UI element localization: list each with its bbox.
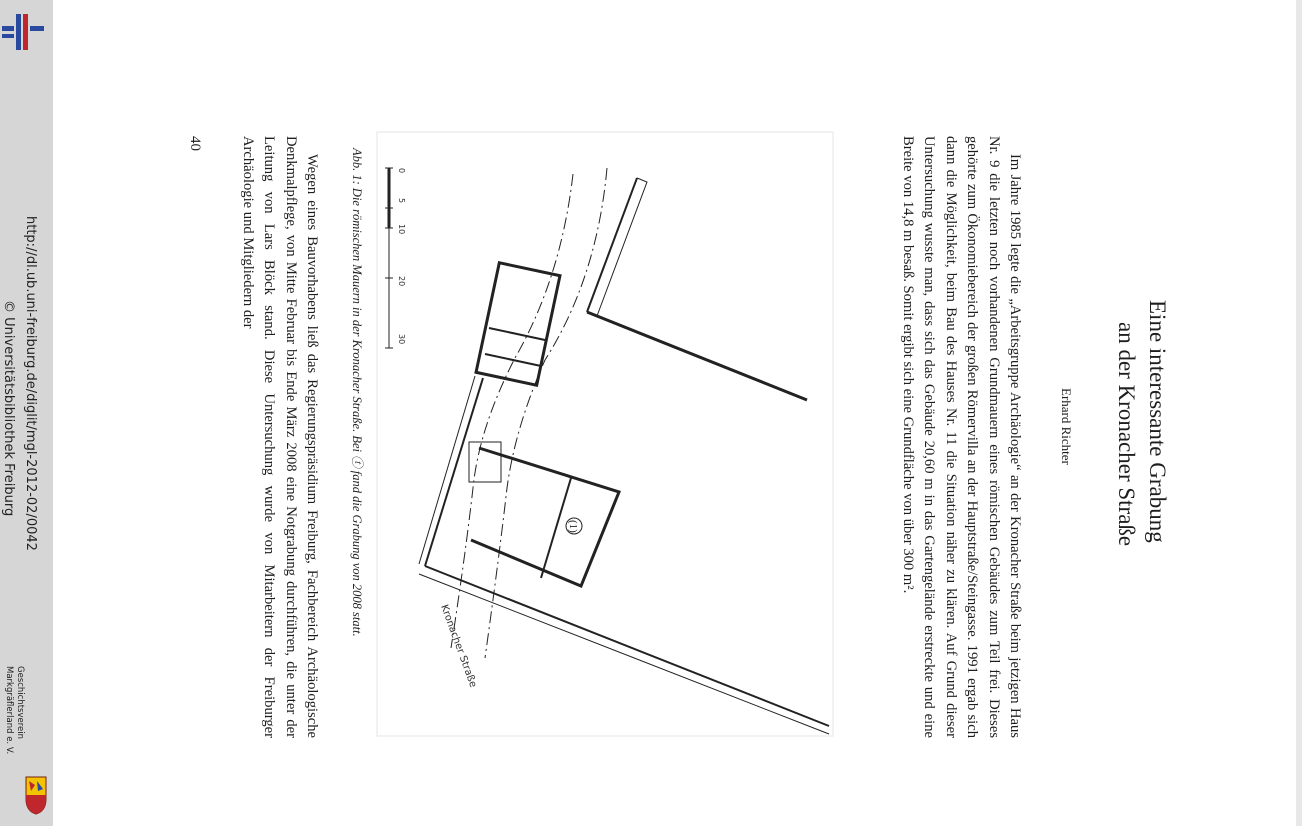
author-name: Erhard Richter [1059, 388, 1074, 465]
paragraph-1: Im Jahre 1985 legte die „Arbeitsgruppe Archäologie“ an der Kronacher Straße beim jetzigen Haus Nr. 9 die letzten noch vorhandenen Grundmauern eines römischen Gebäudes zum Teil frei. Dieses gehörte zum Ökonomiebereich der großen Römervilla an der Hauptstraße/Steingasse. 1991 ergab sich dann die Möglichkeit, beim Bau des Hauses Nr. 11 die Situation näher zu klären. Auf Grund dieser Untersuchung wusste man, dass sich das Gebäude 20,60 m in das Gartengelände erstreckte und eine Breite von 14,8 m besaß. Somit ergibt sich eine Grundfläche von über 300 m². [899, 136, 1023, 738]
scale-label-5: 5 [397, 198, 406, 204]
site-plan-figure [375, 128, 835, 740]
title-line-1: Eine interessante Grabung [1145, 300, 1170, 543]
sidebar [0, 0, 53, 826]
library-logo-icon[interactable] [2, 12, 44, 52]
paragraph-2: Wegen eines Bauvorhabens ließ das Regierungspräsidium Freiburg, Fachbereich Archäologische Denkmalpflege, von Mitte Februar bis Ende März 2008 eine Notgrabung durchführen, die unter der Leitung von Lars Blöck stand. Diese Untersuchung wurde von Mitarbeitern der Freiburger Archäologie und Mitgliedern der [239, 136, 320, 738]
scale-label-30: 30 [397, 334, 406, 345]
scale-label-20: 20 [397, 276, 406, 287]
figure-caption: Abb. 1: Die römischen Mauern in der Kronacher Straße. Bei ⓣ fand die Grabung von 2008 statt. [350, 148, 364, 637]
publisher-line-2: Markgräflerland e. V. [4, 666, 14, 755]
coat-of-arms-icon [25, 775, 47, 815]
page-number: 40 [187, 136, 203, 151]
article-title [1111, 300, 1173, 600]
scale-label-0: 0 [397, 168, 406, 174]
document-url-link[interactable]: http://dl.ub.uni-freiburg.de/diglit/mgl-2012-02/0042 [23, 216, 38, 551]
excavation-marker-label: (1) [567, 520, 579, 533]
street-label: Kronacher Straße [438, 603, 479, 690]
title-line-2: an der Kronacher Straße [1114, 322, 1139, 547]
page-edge [1296, 0, 1302, 826]
publisher-line-1: Geschichtsverein [15, 666, 25, 740]
scale-label-10: 10 [397, 224, 406, 235]
copyright-text: © Universitätsbibliothek Freiburg [1, 300, 16, 517]
